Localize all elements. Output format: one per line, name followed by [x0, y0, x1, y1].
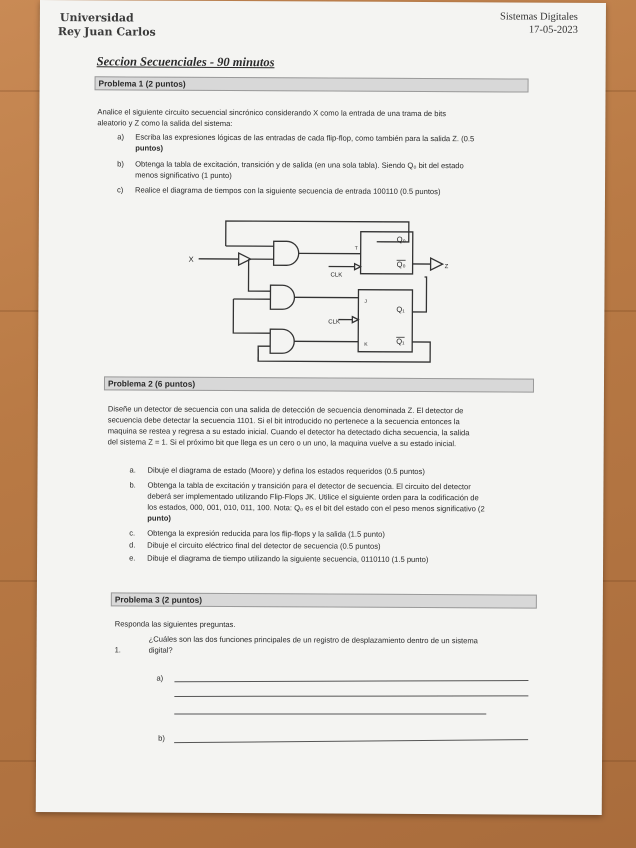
- ff1-qbar-label: Q₁: [396, 336, 405, 346]
- and-gate-3: [270, 329, 294, 353]
- ff1-j-input-label: J: [364, 298, 367, 305]
- wire-q0-feedback: [226, 221, 409, 247]
- circuit-output-z-label: Z: [444, 264, 449, 271]
- section-title: Seccion Secuenciales - 90 minutos: [96, 54, 275, 70]
- university-name-line1: Universidad: [59, 11, 134, 25]
- ff1-k-input-label: K: [364, 341, 368, 348]
- problem1-item-b-line1: Obtenga la tabla de excitación, transición y de salida (en una sola tabla). Siendo Q₀ bit del estado: [135, 159, 464, 171]
- ff0-t-input-label: T: [354, 245, 358, 252]
- problem3-heading-bar: [111, 592, 537, 608]
- problem2-heading-bar: [104, 376, 534, 392]
- problem1-heading: Problema 1 (2 puntos): [98, 78, 186, 89]
- problem2-item-b-line4: punto): [147, 513, 171, 523]
- problem3-q1-line1: ¿Cuáles son las dos funciones principales de un registro de desplazamiento dentro de un sistema: [148, 634, 478, 646]
- problem3-q1-number: 1.: [114, 645, 121, 655]
- problem2-item-a-marker: a.: [129, 465, 136, 475]
- problem2-item-a-line1: Dibuje el diagrama de estado (Moore) y defina los estados requeridos (0.5 puntos): [147, 465, 425, 477]
- ff0-q-label: Q₀: [396, 234, 406, 244]
- problem2-intro-line2: secuencia debe detectar la secuencia 1101. Si el bit introducido no pertenece a la secuencia entonces la: [107, 415, 460, 427]
- ff1-q-label: Q₁: [396, 304, 405, 314]
- answer-line-b1: [174, 739, 528, 743]
- problem1-heading-bar: [95, 76, 529, 92]
- and-gate-1: [274, 241, 299, 265]
- problem2-item-d-marker: d.: [129, 540, 136, 550]
- exam-sheet: [36, 0, 606, 815]
- problem2-item-b-line2: deberá ser implementado utilizando Flip-Flops JK. Utilice el siguiente orden para la codificación de: [147, 491, 479, 503]
- problem1-item-c-marker: c): [116, 185, 124, 195]
- problem2-item-e-marker: e.: [129, 553, 136, 563]
- problem2-item-b-line1: Obtenga la tabla de excitación y transición para el detector de secuencia. El circuito del detector: [147, 480, 471, 492]
- problem3-q1-line2: digital?: [148, 645, 173, 655]
- university-name-line2: Rey Juan Carlos: [57, 25, 156, 39]
- exam-date: 17-05-2023: [528, 24, 578, 36]
- problem2-item-d-line1: Dibuje el circuito eléctrico final del detector de secuencia (0.5 puntos): [147, 540, 381, 551]
- answer-line-a3: [174, 714, 486, 715]
- problem2-item-b-marker: b.: [129, 480, 136, 490]
- problem2-item-b-line3: los estados, 000, 001, 010, 011, 100. Nota: Q₀ es el bit del estado con el peso menos significativo (2: [147, 502, 485, 514]
- problem2-item-c-marker: c.: [129, 528, 136, 538]
- circuit-clk-label-1: CLK: [330, 272, 343, 279]
- sequential-circuit-diagram: [178, 211, 449, 372]
- circuit-input-x-label: X: [188, 254, 194, 264]
- course-name: Sistemas Digitales: [500, 11, 578, 23]
- circuit-clk-label-2: CLK: [328, 319, 341, 326]
- problem3-answer-b-label: b): [158, 733, 165, 743]
- problem2-intro-line3: maquina se restea y regresa a su estado inicial. Cuando el detector ha detectado dicha secuencia, la salida: [107, 426, 470, 438]
- problem2-item-c-line1: Obtenga la expresión reducida para los flip-flops y la salida (1.5 punto): [147, 528, 385, 539]
- problem2-intro-line4: del sistema Z = 1. Si el próximo bit que llega es un cero o un uno, la maquina vuelve a su estado inicial.: [107, 437, 457, 449]
- problem2-item-e-line1: Dibuje el diagrama de tiempo utilizando la siguiente secuencia, 0110110 (1.5 punto): [147, 553, 429, 565]
- problem1-item-a-line2: puntos): [135, 143, 164, 153]
- ff0-qbar-label: Q₀: [396, 259, 406, 269]
- problem3-answer-a-label: a): [156, 673, 164, 683]
- problem1-item-a-line1: Escriba las expresiones lógicas de las entradas de cada flip-flop, como también para la salida Z. (0.5: [135, 132, 475, 144]
- problem1-intro-line2: aleatorio y Z como la salida del sistema:: [97, 118, 233, 129]
- problem1-item-b-marker: b): [117, 159, 124, 169]
- problem1-intro-line1: Analice el siguiente circuito secuencial sincrónico considerando X como la entrada de una trama de bits: [97, 107, 447, 119]
- problem1-item-c-line1: Realice el diagrama de tiempos con la siguiente secuencia de entrada 100110 (0.5 puntos): [134, 185, 441, 197]
- problem1-item-a-marker: a): [117, 132, 125, 142]
- problem3-intro: Responda las siguientes preguntas.: [114, 619, 236, 630]
- problem2-intro-line1: Diseñe un detector de secuencia con una salida de detección de secuencia denominada Z. El detector de: [107, 404, 464, 416]
- answer-line-a2: [174, 695, 528, 697]
- problem2-heading: Problema 2 (6 puntos): [107, 378, 196, 389]
- problem3-heading: Problema 3 (2 puntos): [114, 594, 203, 605]
- buffer-gate-output: [431, 258, 443, 270]
- answer-line-a1: [174, 680, 528, 682]
- and-gate-2: [270, 285, 294, 309]
- problem1-item-b-line2: menos significativo (1 punto): [135, 170, 232, 181]
